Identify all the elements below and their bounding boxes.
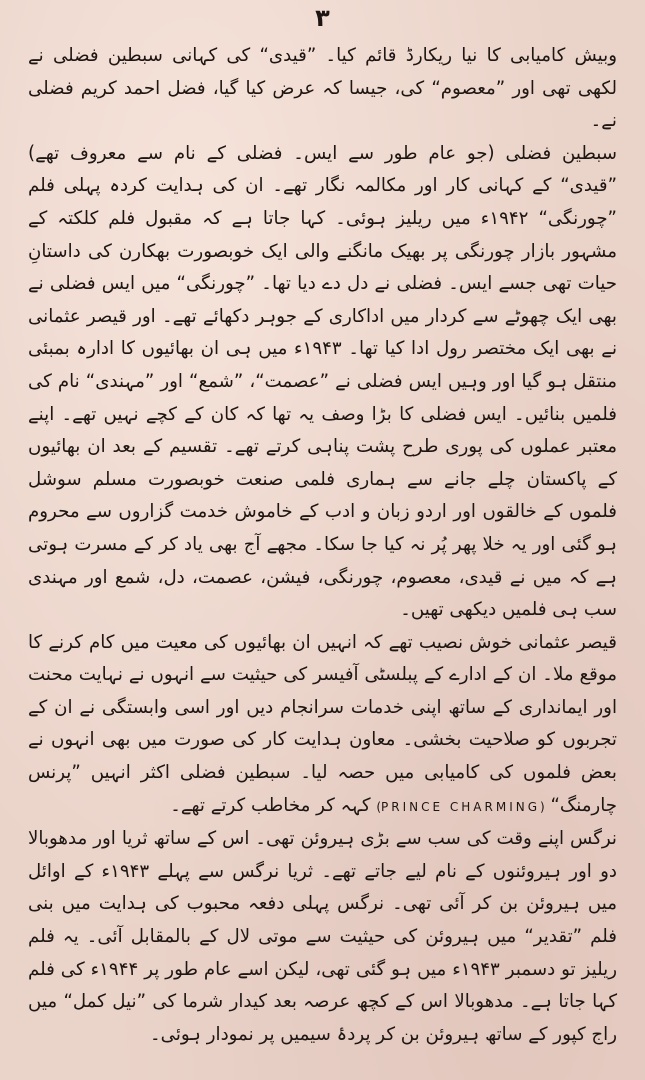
body-text xyxy=(28,40,617,1051)
paragraph-1: وبیش کامیابی کا نیا ریکارڈ قائم کیا۔ ”قیدی“ کی کہانی سبطین فضلی نے لکھی تھی اور ”معصوم“ کی، جیسا کہ عرض کیا گیا، فضل احمد کریم فضلی نے۔ xyxy=(28,45,617,132)
paragraph-2: سبطین فضلی (جو عام طور سے ایس۔ فضلی کے نام سے معروف تھے) ”قیدی“ کے کہانی کار اور مکالمہ نگار تھے۔ ان کی ہدایت کردہ پہلی فلم ”چورنگی“ ۱۹۴۲ء میں ریلیز ہوئی۔ کہا جاتا ہے کہ مقبول فلم کلکتہ کے مشہور بازار چورنگی پر بھیک مانگنے والی ایک خوبصورت بھکارن کی داستانِ حیات تھی جسے ایس۔ فضلی نے دل دے دیا تھا۔ ”چورنگی“ میں ایس فضلی نے بھی ایک چھوٹے سے کردار میں اداکاری کے جوہر دکھائے تھے۔ اور قیصر عثمانی نے بھی ایک مختصر رول ادا کیا تھا۔ ۱۹۴۳ء میں ہی ان بھائیوں کا ادارہ بمبئی منتقل ہو گیا اور وہیں ایس فضلی نے ”عصمت“، ”شمع“ اور ”مہندی“ نام کی فلمیں بنائیں۔ ایس فضلی کا بڑا وصف یہ تھا کہ کان کے کچے نہیں تھے۔ اپنے معتبر عملوں کی پوری طرح پشت پناہی کرتے تھے۔ تقسیم کے بعد ان بھائیوں کے پاکستان چلے جانے سے ہماری فلمی صنعت خوبصورت مسلم سوشل فلموں کے خالقوں اور اردو زبان و ادب کے خاموش خدمت گزاروں سے محروم ہو گئی اور یہ خلا پھر پُر نہ کیا جا سکا۔ مجھے آج بھی یاد کر کے مسرت ہوتی ہے کہ میں نے قیدی، معصوم، چورنگی، فیشن، عصمت، دل، شمع اور مہندی سب ہی فلمیں دیکھی تھیں۔ xyxy=(28,142,618,621)
paragraph-3 xyxy=(28,627,617,824)
paragraph-4: نرگس اپنے وقت کی سب سے بڑی ہیروئن تھی۔ اس کے ساتھ ثریا اور مدھوبالا دو اور ہیروئنوں کے نام لیے جاتے تھے۔ ثریا نرگس سے پہلے ۱۹۴۳ء کے اوائل میں ہیروئن بن کر آئی تھی۔ نرگس پہلی دفعہ محبوب کی ہدایت میں بنی فلم ”تقدیر“ میں ہیروئن کی حیثیت سے موتی لال کے بالمقابل آئی۔ یہ فلم ریلیز تو دسمبر ۱۹۴۳ء میں ہو گئی تھی، لیکن اسے عام طور پر ۱۹۴۴ء کی فلم کہا جاتا ہے۔ مدھوبالا اس کے کچھ عرصہ بعد کیدار شرما کی ”نیل کمل“ میں راج کپور کے ساتھ ہیروئن بن کر پردۂ سیمیں پر نمودار ہوئی۔ xyxy=(28,828,617,1045)
page-number: ۳ xyxy=(315,4,330,32)
latin-phrase: (PRINCE CHARMING) xyxy=(376,799,545,814)
paragraph-3-tail: کہہ کر مخاطب کرتے تھے۔ xyxy=(170,794,371,816)
paragraph-3-text: قیصر عثمانی خوش نصیب تھے کہ انہیں ان بھائیوں کی معیت میں کام کرنے کا موقع ملا۔ ان کے ادارے کے پبلسٹی آفیسر کی حیثیت سے انہوں نے نہایت محنت اور ایمانداری کے ساتھ اپنی خدمات سرانجام دیں اور اسی وابستگی نے ان کے تجربوں کو صلاحیت بخشی۔ معاون ہدایت کار کی صورت میں بھی انہوں نے بعض فلموں کی کامیابی میں حصہ لیا۔ سبطین فضلی اکثر انہیں ”پرنس چارمنگ“ xyxy=(28,631,617,816)
